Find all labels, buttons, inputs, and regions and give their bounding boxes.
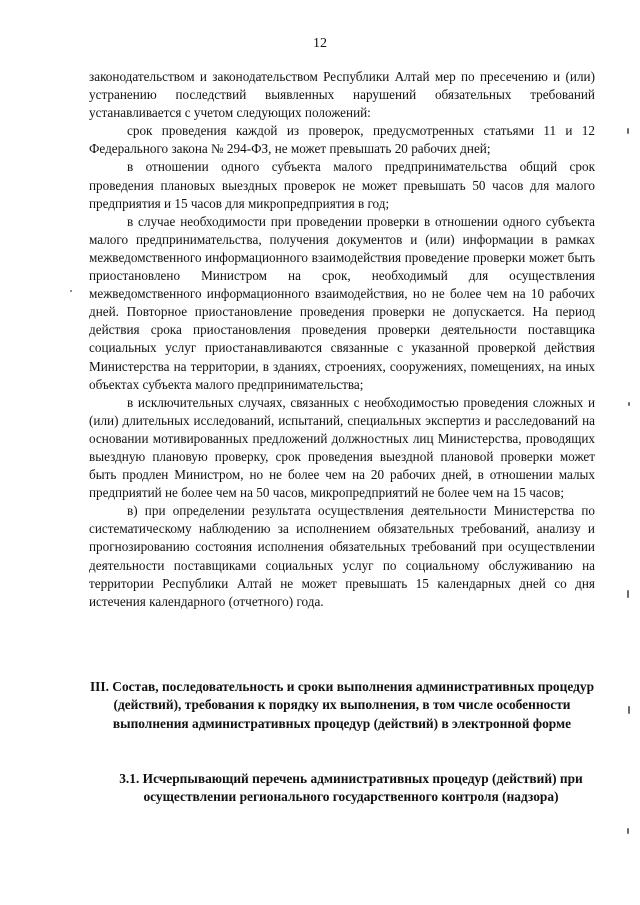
paragraph-monitoring-result: в) при определении результата осуществления деятельности Министерства по систематическому наблюдению за исполнением обязательных требований, анализу и прогнозированию состояния исполнения обязательных требований при осуществлении деятельности поставщиками социальных услуг по социальному обслуживанию на территории Республики Алтай не может превышать 15 календарных дней со дня истечения календарного (отчетного) года. xyxy=(89,503,595,609)
paragraph-extension: в исключительных случаях, связанных с необходимостью проведения сложных и (или) длительных исследований, испытаний, специальных экспертиз и расследований на основании мотивированных предложений должностных лиц Министерства, проводящих выездную плановую проверку, срок проведения выездной плановой проверки может быть продлен Министром, но не более чем на 20 рабочих дней, в отношении малых предприятий не более чем на 50 часов, микропредприятий не более чем на 15 часов; xyxy=(89,394,595,501)
scan-speck xyxy=(627,828,629,834)
page-number: 12 xyxy=(313,36,327,51)
scan-speck xyxy=(627,590,629,598)
paragraph-suspension: в случае необходимости при проведении проверки в отношении одного субъекта малого предпринимательства, получения документов и (или) информации в рамках межведомственного информационного взаимодействия проведение проверки может быть приостановлено Министром на срок, необходимый для осуществления межведомственного информационного взаимодействия, но не более чем на 10 рабочих дней. Повторное приостановление проведения проверки не допускается. На период действия срока приостановления проведения проверки деятельности поставщика социальных услуг приостанавливаются связанные с указанной проверкой действия Министерства на территории, в зданиях, строениях, сооружениях, помещениях, на иных объектах субъекта малого предпринимательства; xyxy=(89,213,595,392)
scan-speck xyxy=(628,402,630,406)
scan-speck xyxy=(627,128,629,134)
scan-speck xyxy=(70,290,72,292)
paragraph-small-business-limit: в отношении одного субъекта малого предпринимательства общий срок проведения плановых выездных проверок не может превышать 50 часов для малого предприятия и 15 часов для микропредприятия в год; xyxy=(89,159,595,211)
paragraph-continuation: законодательством и законодательством Республики Алтай мер по пресечению и (или) устранению последствий выявленных нарушений обязательных требований устанавливается с учетом следующих положений: xyxy=(89,69,595,121)
body-text xyxy=(89,68,595,611)
scan-speck xyxy=(628,706,630,714)
section-heading-3: III. Состав, последовательность и сроки выполнения административных процедур (действий), требования к порядку их выполнения, в том числе особенности выполнения административных процедур (действий) в электронной форме xyxy=(89,679,595,731)
section-heading-3-1: 3.1. Исчерпывающий перечень административных процедур (действий) при осуществлении регионального государственного контроля (надзора) xyxy=(119,771,583,805)
paragraph-check-duration: срок проведения каждой из проверок, предусмотренных статьями 11 и 12 Федерального закона № 294-ФЗ, не может превышать 20 рабочих дней; xyxy=(89,123,595,157)
